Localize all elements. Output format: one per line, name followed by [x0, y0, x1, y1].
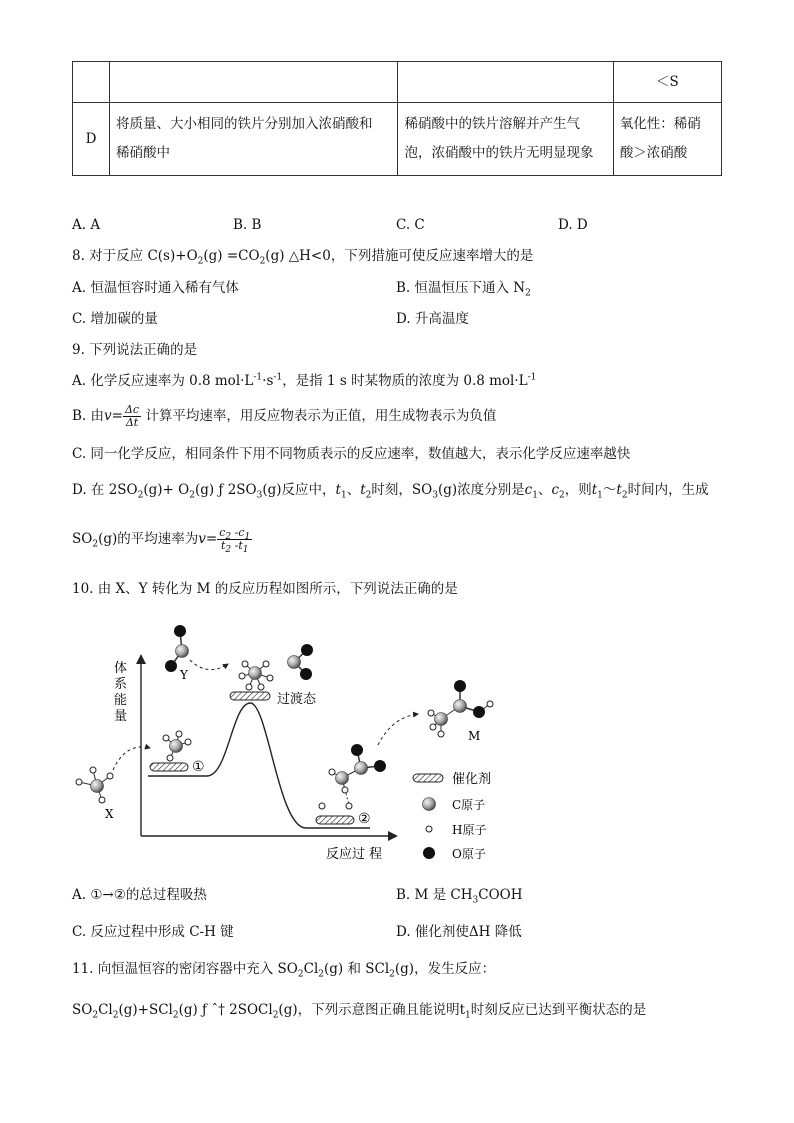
table-cell [110, 62, 398, 103]
arrow-y [190, 660, 228, 670]
legend-o-swatch [423, 847, 435, 859]
q10-option-a[interactable]: A. ①→②的总过程吸热 [72, 887, 207, 903]
table-cell [73, 103, 110, 176]
table-row [73, 62, 722, 103]
y-axis-label: 量 [114, 709, 128, 724]
y-axis-label: 体 [114, 661, 128, 676]
fraction: $\frac{\Delta c}{\Delta t}$ [124, 403, 140, 429]
y-axis-arrow [136, 654, 146, 664]
q8-option-a[interactable]: A. 恒温恒容时通入稀有气体 [72, 280, 239, 296]
q11-equation: $SO_2Cl_2(g)+SCl_2(g)$ ƒ ˆ† 2SOCl$_2$(g)，下列示意图正确且能说明$t_1$时刻反应已达到平衡状态的是 [72, 1002, 647, 1021]
step-2-label: ② [358, 811, 371, 827]
arrow-x [113, 747, 150, 770]
molecule-m [428, 680, 493, 737]
q8-option-c[interactable]: C. 增加碳的量 [72, 311, 158, 327]
table-row [73, 103, 722, 176]
catalyst-ts [230, 692, 270, 700]
q9-option-b[interactable]: B. 由v= $\frac{\Delta c}{\Delta t}$ 计算平均速率，用反应物表示为正值，用生成物表示为负值 [72, 403, 497, 429]
fraction: $\frac{c_2 -c_1}{t_2 -t_1}$ [219, 526, 251, 556]
table-cell [73, 62, 110, 103]
transition-state-molecule [239, 644, 313, 690]
intermediate-molecule [319, 744, 386, 809]
legend-o: O原子 [452, 847, 486, 861]
table-cell [613, 103, 721, 176]
q8-option-d[interactable]: D. 升高温度 [396, 311, 469, 327]
q9-option-d[interactable]: D. 在 $2SO_2(g)+ O_2(g)$ ƒ $2SO_3(g)$反应中，$t_1$、$t_2$时刻，$SO_3(g)$浓度分别是$c_1$、$c_2$，则$t_1\sim t_2$时间内，生成 [72, 482, 709, 501]
y-axis-label: 系 [114, 677, 128, 692]
catalyst-2 [316, 816, 354, 824]
x-axis-arrow [388, 831, 398, 841]
q10-stem: 10. 由 X、Y 转化为 M 的反应历程如图所示，下列说法正确的是 [72, 581, 458, 597]
y-axis-label: 能 [114, 693, 128, 708]
legend-h-swatch [426, 826, 432, 832]
legend-c-swatch [423, 798, 436, 811]
phenomenon-line: 稀硝酸中的铁片溶解并产生气 [404, 116, 580, 132]
conclusion-line: 氧化性：稀硝 [619, 116, 701, 132]
conclusion-line: 酸＞浓硝酸 [619, 145, 688, 161]
conclusion-fragment: ＜S [656, 73, 679, 90]
reaction-energy-diagram [0, 600, 794, 870]
q9-stem: 9. 下列说法正确的是 [72, 342, 198, 358]
q9-option-d-cont: $SO_2(g)$的平均速率为v= $\frac{c_2 -c_1}{t_2 -t_1}$ [72, 526, 251, 556]
arrow-to-m [378, 714, 418, 745]
phenomenon-line: 泡，浓硝酸中的铁片无明显现象 [404, 145, 594, 161]
legend-c: C原子 [452, 798, 486, 812]
molecule-x [76, 767, 113, 803]
table-cell [398, 103, 613, 176]
q10-option-d[interactable]: D. 催化剂使ΔH 降低 [396, 924, 522, 940]
q9-option-c[interactable]: C. 同一化学反应，相同条件下用不同物质表示的反应速率，数值越大，表示化学反应速率越快 [72, 446, 631, 462]
q8-stem: 8. 对于反应 $C(s)+O_2(g) =CO_2(g)$ △H<0，下列措施可使反应速率增大的是 [72, 248, 534, 267]
table-cell [398, 62, 613, 103]
option-label: D [85, 130, 97, 147]
transition-state-label: 过渡态 [277, 692, 317, 707]
table-cell [110, 103, 398, 176]
label-x: X [105, 807, 114, 821]
legend-catalyst: 催化剂 [452, 772, 492, 787]
adsorbed-x [163, 731, 191, 761]
operation-line: 稀硝酸中 [116, 145, 171, 161]
q8-option-b[interactable]: B. 恒温恒压下通入 $N_2$ [396, 280, 531, 299]
table-cell [613, 62, 721, 103]
q11-stem: 11. 向恒温恒容的密闭容器中充入 $SO_2Cl_2(g)$ 和 SCl$_2$(g)，发生反应： [72, 961, 496, 980]
q7-option-a[interactable]: A. A [72, 217, 101, 233]
q10-option-b[interactable]: B. M 是 $CH_3COOH$ [396, 887, 523, 906]
x-axis-label: 反应过 程 [326, 847, 383, 862]
q10-option-c[interactable]: C. 反应过程中形成 C-H 键 [72, 924, 234, 940]
catalyst-1 [150, 763, 188, 771]
legend-h: H原子 [452, 823, 487, 837]
molecule-y [165, 625, 189, 672]
legend-catalyst-swatch [413, 774, 443, 782]
q9-option-a[interactable]: A. 化学反应速率为 0.8 $mol\cdot L^{-1}\cdot s^{-1}$，是指 1 s 时某物质的浓度为 0.8 $mol\cdot L^{-1}$ [72, 372, 537, 389]
step-1-label: ① [192, 759, 205, 775]
q7-option-c[interactable]: C. C [396, 217, 425, 233]
experiment-table [72, 61, 722, 176]
label-m: M [468, 729, 481, 743]
operation-line: 将质量、大小相同的铁片分别加入浓硝酸和 [116, 116, 373, 132]
label-y: Y [180, 668, 188, 682]
q7-option-d[interactable]: D. D [558, 217, 588, 233]
q7-option-b[interactable]: B. B [233, 217, 262, 233]
